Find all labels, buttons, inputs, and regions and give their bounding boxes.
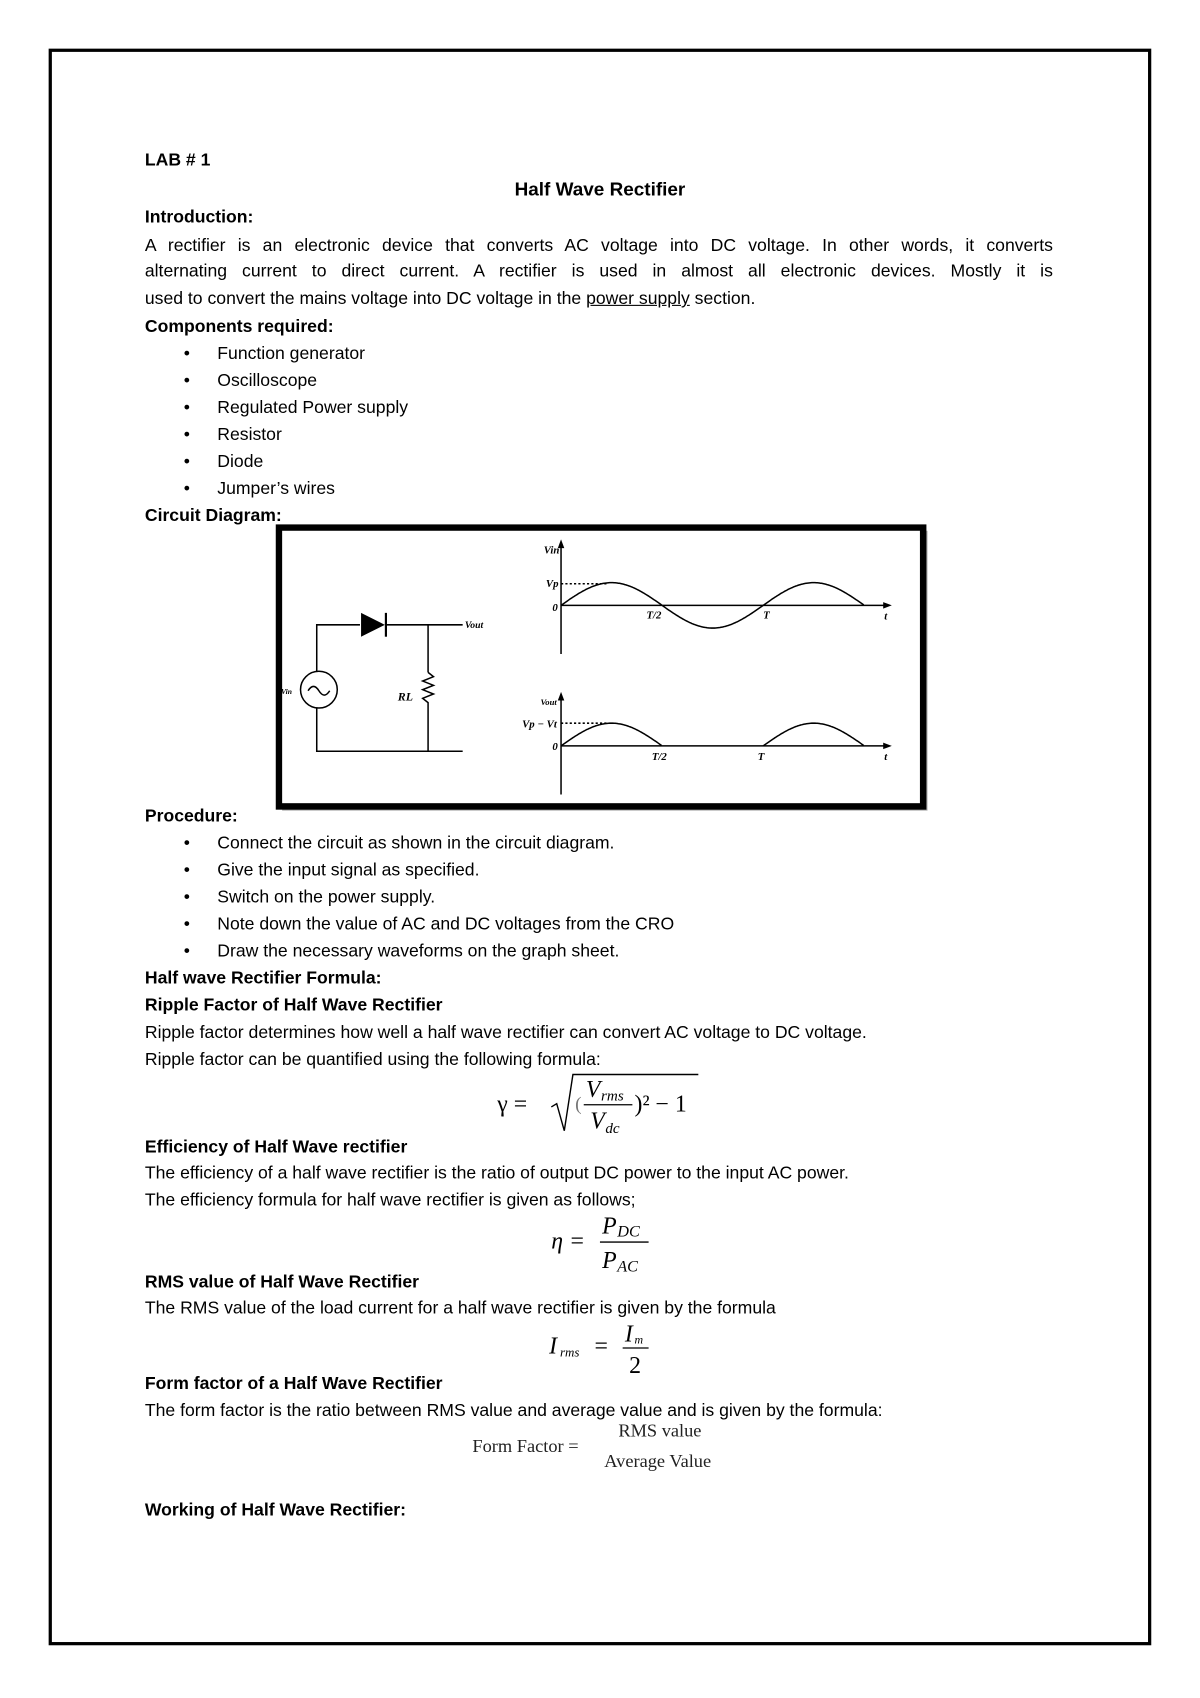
vout-label: Vout (464, 620, 484, 632)
list-item (184, 940, 620, 962)
svg-text:Average Value: Average Value (604, 1450, 712, 1471)
efficiency-heading: Efficiency of Half Wave rectifier (144, 1137, 408, 1157)
page-title: Half Wave Rectifier (514, 178, 686, 200)
form-factor-line-1: The form factor is the ratio between RMS value and average value and is given by the formula: (144, 1400, 883, 1421)
zero-label: 0 (552, 741, 558, 754)
working-heading: Working of Half Wave Rectifier: (144, 1500, 406, 1520)
intro-line-3 (145, 288, 755, 310)
svg-text:Form Factor =: Form Factor = (472, 1435, 579, 1456)
bullet-icon: • (183, 941, 190, 962)
vout-axis-label: Vout (540, 696, 557, 707)
list-item-text: Resistor (217, 424, 282, 445)
svg-text:V: V (585, 1077, 601, 1104)
list-item (184, 370, 317, 392)
svg-text:rms: rms (559, 1344, 580, 1360)
circuit-diagram (276, 524, 928, 810)
rl-label: RL (397, 689, 413, 704)
t-label: T (757, 750, 765, 763)
svg-text:I: I (549, 1333, 558, 1360)
list-item-text: Draw the necessary waveforms on the graph sheet. (217, 941, 620, 962)
rms-line-1: The RMS value of the load current for a half wave rectifier is given by the formula (144, 1298, 776, 1318)
t-label: T (763, 609, 770, 622)
list-item (184, 832, 615, 854)
bullet-icon: • (183, 343, 190, 364)
ripple-heading: Ripple Factor of Half Wave Rectifier (144, 995, 443, 1016)
list-item-text: Function generator (217, 343, 366, 364)
intro-line-1: A rectifier is an electronic device that converts AC voltage into DC voltage. In other words, it converts (144, 235, 1053, 256)
introduction-heading: Introduction: (144, 207, 254, 228)
vp-label: Vp (545, 577, 559, 590)
efficiency-formula (541, 1205, 660, 1275)
efficiency-line-1: The efficiency of a half wave rectifier is the ratio of output DC power to the input AC power. (144, 1163, 849, 1183)
list-item (184, 451, 264, 473)
svg-text:AC: AC (617, 1257, 638, 1276)
bullet-icon: • (183, 478, 190, 499)
list-item-text: Jumper’s wires (217, 478, 335, 499)
list-item (184, 886, 435, 908)
svg-text:γ =: γ = (497, 1091, 528, 1118)
list-item-text: Oscilloscope (217, 370, 318, 391)
bullet-icon: • (183, 914, 190, 934)
list-item (184, 478, 335, 500)
circuit-heading: Circuit Diagram: (144, 505, 282, 526)
vin-axis-label: Vin (543, 544, 560, 557)
zero-label: 0 (552, 601, 558, 614)
list-item (184, 859, 480, 881)
svg-text:P: P (602, 1248, 617, 1275)
svg-text:)² − 1: )² − 1 (634, 1091, 687, 1118)
formula-heading: Half wave Rectifier Formula: (144, 968, 382, 989)
bullet-icon: • (183, 887, 190, 907)
form-factor-heading: Form factor of a Half Wave Rectifier (144, 1373, 443, 1394)
bullet-icon: • (183, 860, 190, 880)
bullet-icon: • (183, 397, 190, 418)
ripple-formula (486, 1068, 702, 1138)
list-item (184, 343, 365, 365)
list-item-text: Connect the circuit as shown in the circuit diagram. (217, 833, 615, 853)
svg-text:dc: dc (605, 1120, 620, 1137)
time-label: t (884, 610, 888, 623)
bullet-icon: • (183, 424, 190, 445)
svg-text:DC: DC (617, 1222, 640, 1241)
lab-number: LAB # 1 (144, 150, 211, 170)
intro-line-2: alternating current to direct current. A rectifier is used in almost all electronic devices. Mostly it is (144, 261, 1053, 282)
list-item-text: Regulated Power supply (217, 397, 409, 418)
ripple-line-2: Ripple factor can be quantified using the following formula: (144, 1049, 601, 1070)
form-factor-formula (465, 1416, 735, 1475)
components-heading: Components required: (144, 316, 334, 337)
intro-text: used to convert the mains voltage into DC voltage in the (144, 288, 587, 309)
t-half-label: T/2 (651, 750, 667, 763)
time-label: t (884, 750, 888, 763)
list-item (184, 913, 674, 935)
svg-text:I: I (624, 1321, 633, 1348)
procedure-heading: Procedure: (144, 806, 238, 826)
list-item (184, 397, 408, 419)
power-supply-link[interactable]: power supply (586, 288, 690, 309)
rms-heading: RMS value of Half Wave Rectifier (144, 1272, 420, 1292)
list-item-text: Switch on the power supply. (217, 887, 436, 907)
list-item-text: Note down the value of AC and DC voltages from the CRO (217, 914, 675, 934)
bullet-icon: • (183, 370, 190, 391)
bullet-icon: • (183, 833, 190, 853)
efficiency-line-2: The efficiency formula for half wave rectifier is given as follows; (144, 1190, 636, 1210)
vin-source-label: Vin (281, 687, 292, 697)
svg-text:P: P (602, 1213, 617, 1240)
t-half-label: T/2 (646, 609, 662, 622)
list-item (184, 424, 282, 446)
svg-text:rms: rms (601, 1088, 624, 1105)
rms-formula (541, 1319, 660, 1378)
svg-text:RMS value: RMS value (618, 1420, 702, 1441)
svg-text:m: m (634, 1332, 644, 1347)
list-item-text: Give the input signal as specified. (217, 860, 480, 880)
bullet-icon: • (183, 451, 190, 472)
svg-text:(: ( (575, 1094, 582, 1116)
svg-text:2: 2 (629, 1352, 642, 1379)
list-item-text: Diode (217, 451, 264, 472)
intro-text-end: section. (689, 288, 756, 309)
vp-minus-vt-label: Vp − Vt (522, 718, 557, 731)
svg-text:η =: η = (551, 1228, 586, 1255)
ripple-line-1: Ripple factor determines how well a half wave rectifier can convert AC voltage to DC voltage. (144, 1022, 867, 1043)
svg-text:V: V (590, 1108, 605, 1135)
svg-text:=: = (594, 1333, 608, 1360)
